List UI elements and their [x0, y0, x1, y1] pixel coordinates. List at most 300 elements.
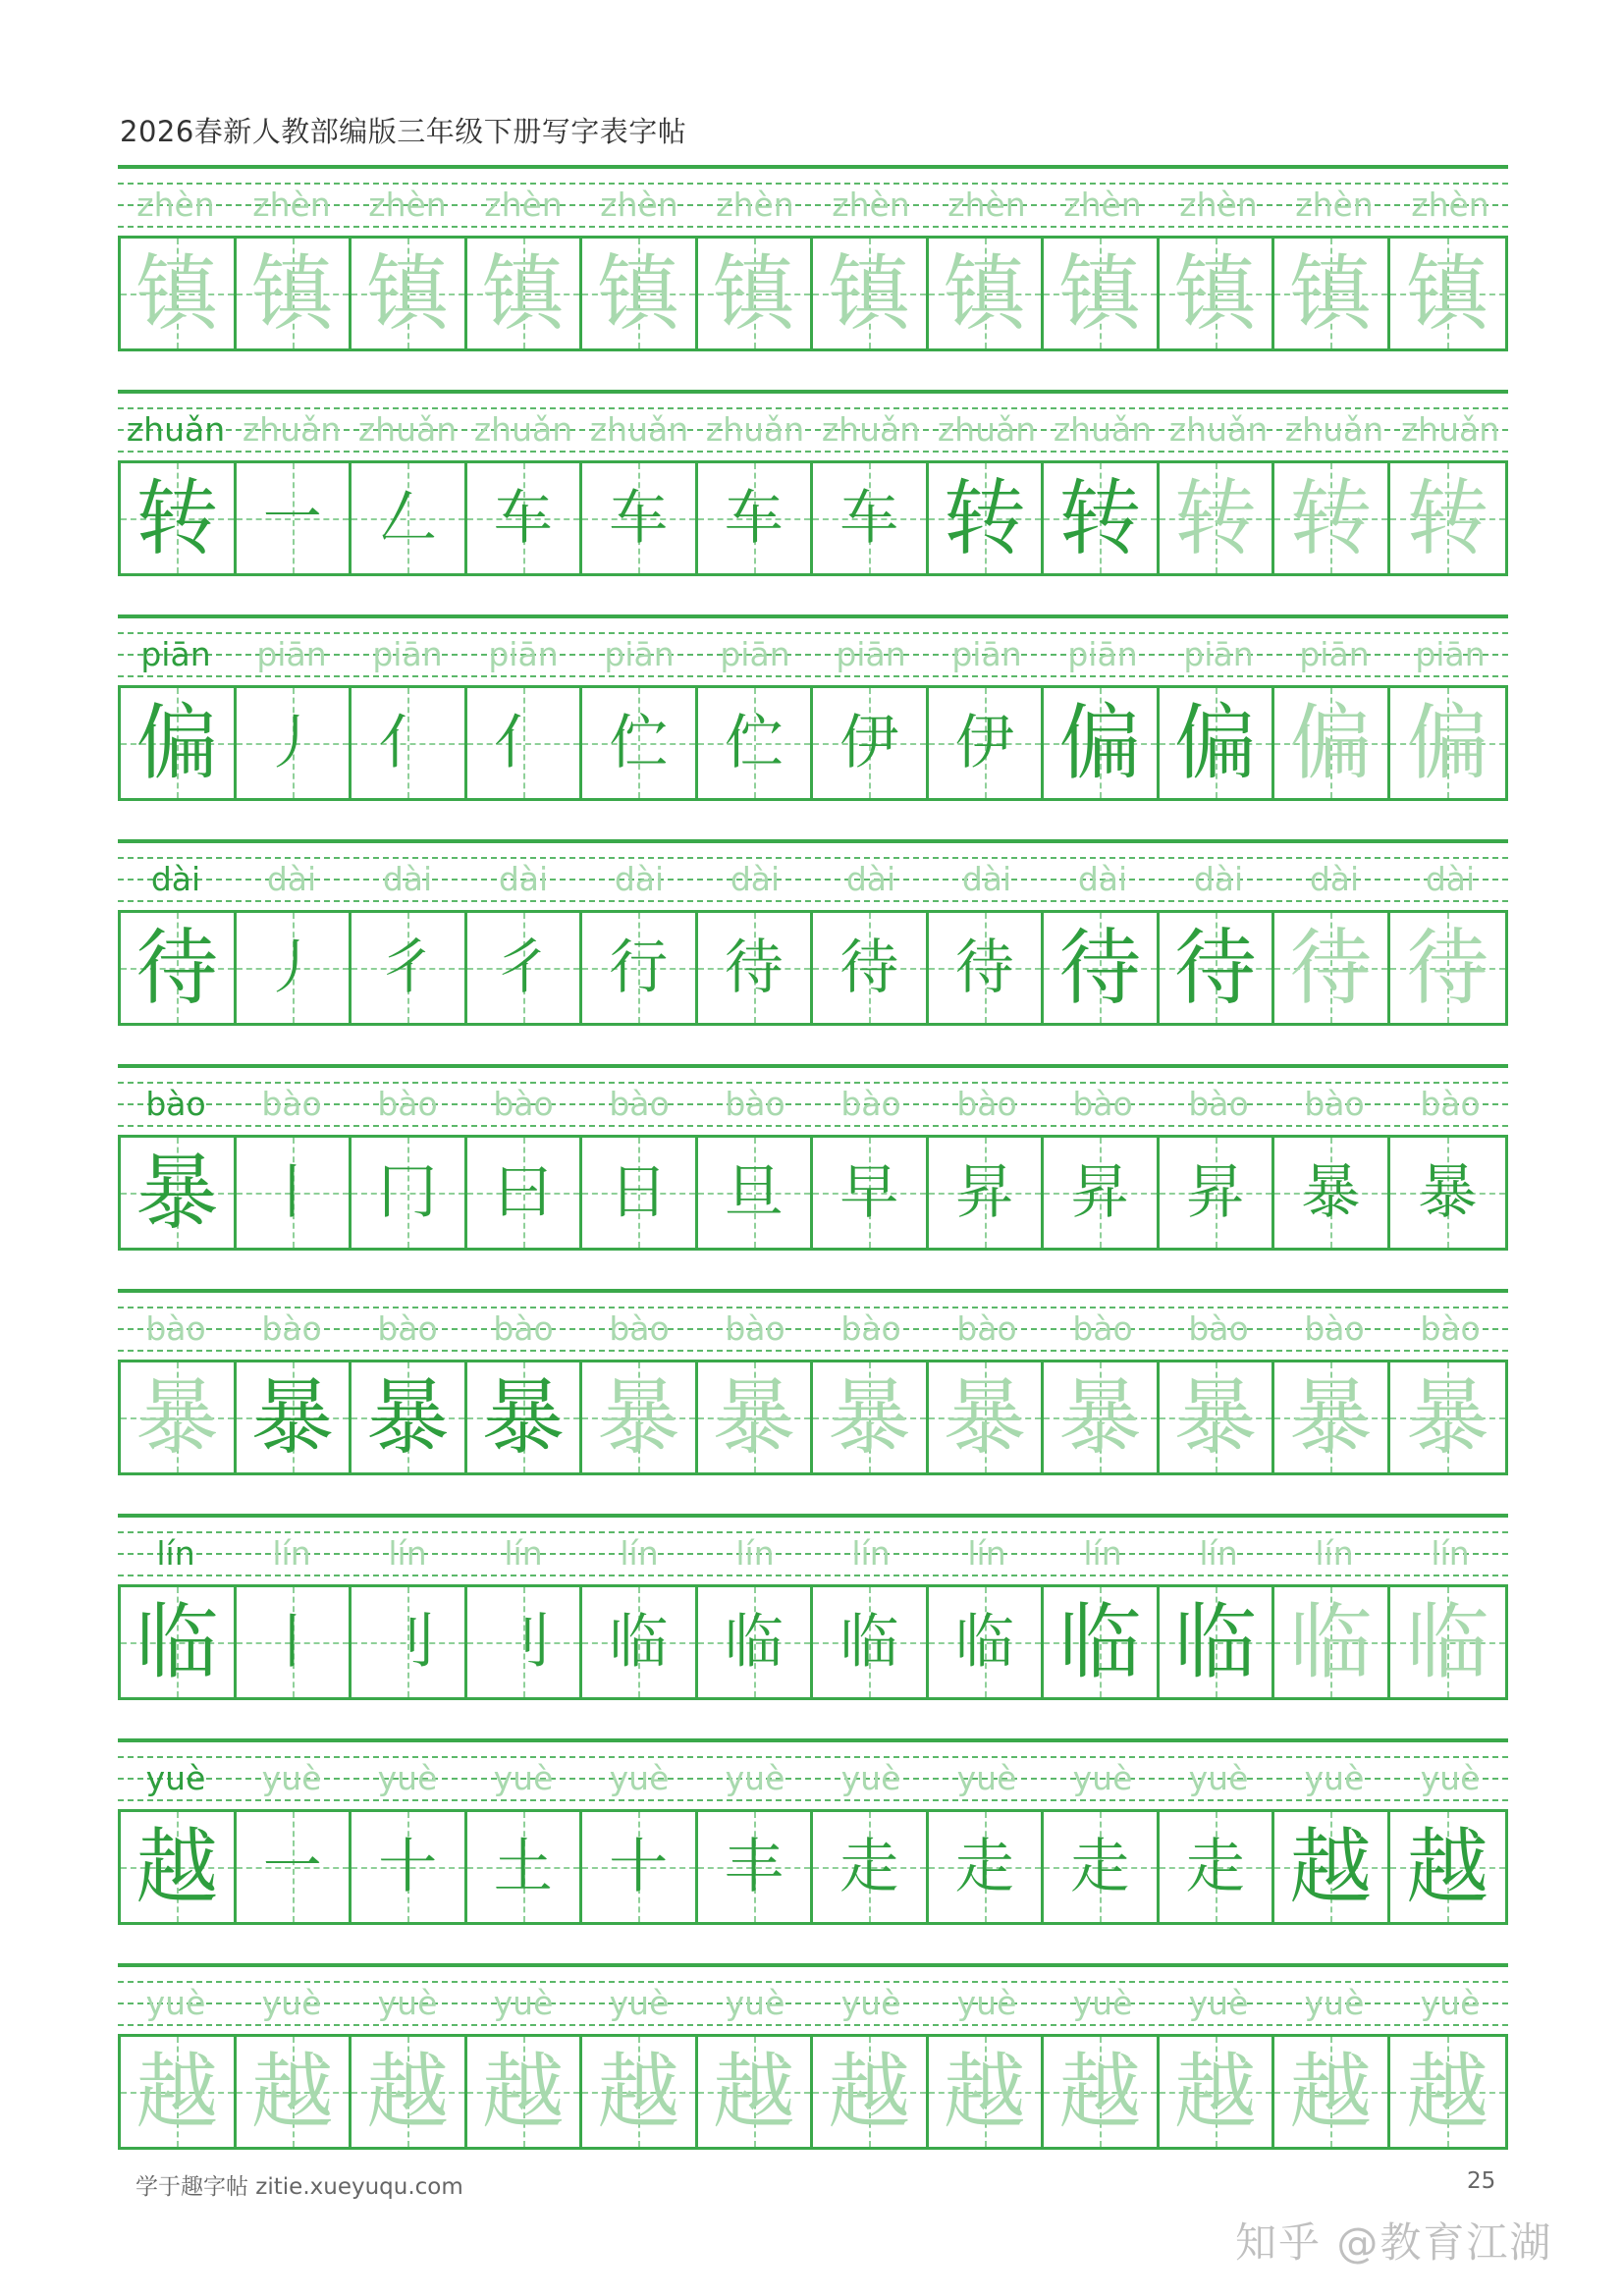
practice-character: 暴 [1406, 1369, 1489, 1466]
practice-character: 丨 [262, 1158, 322, 1227]
practice-cell [352, 239, 467, 348]
pinyin-label: piān [1299, 634, 1370, 673]
practice-cell [1274, 1138, 1390, 1248]
pinyin-label: dài [845, 859, 896, 898]
pinyin-label: lín [156, 1533, 195, 1573]
practice-character: 冂 [378, 1158, 438, 1227]
pinyin-label: yuè [725, 1983, 785, 2022]
practice-cell [698, 463, 814, 573]
pinyin-label: zhuǎn [1400, 409, 1500, 449]
character-grid [118, 2034, 1508, 2150]
practice-cell [352, 1138, 467, 1248]
pinyin-label: dài [1425, 859, 1476, 898]
pinyin-label: zhuǎn [937, 409, 1037, 449]
practice-cell [1160, 1812, 1275, 1922]
practice-character: 偏 [1406, 695, 1489, 791]
pinyin-label: zhèn [832, 185, 910, 224]
practice-cell [1390, 1812, 1505, 1922]
practice-character: 待 [1058, 920, 1142, 1016]
practice-character: 越 [1406, 2044, 1489, 2140]
practice-cell [1274, 239, 1390, 348]
pinyin-label: zhèn [1411, 185, 1489, 224]
pinyin-label: dài [614, 859, 665, 898]
character-grid [118, 1584, 1508, 1700]
practice-character: 转 [1406, 470, 1489, 566]
practice-cell [1390, 239, 1505, 348]
practice-cell [813, 1812, 929, 1922]
pinyin-label: zhuǎn [1168, 409, 1269, 449]
practice-character: 偏 [1173, 695, 1257, 791]
practice-cell [1044, 463, 1160, 573]
model-character-cell [121, 463, 237, 573]
pinyin-label: yuè [1188, 1758, 1249, 1797]
pinyin-label: piān [256, 634, 327, 673]
pinyin-label: yuè [493, 1758, 554, 1797]
practice-character: 镇 [481, 245, 565, 342]
practice-cell [352, 1812, 467, 1922]
pinyin-label: yuè [1420, 1983, 1481, 2022]
practice-character: 丿 [262, 709, 322, 777]
practice-character: 日 [609, 1158, 669, 1227]
practice-character: 临 [1406, 1594, 1489, 1690]
model-character: 镇 [135, 245, 219, 342]
character-grid [118, 1360, 1508, 1475]
page-number: 25 [1467, 2168, 1496, 2194]
practice-cell [582, 2037, 698, 2147]
practice-character: 彳 [493, 934, 553, 1002]
practice-character: 越 [597, 2044, 680, 2140]
pinyin-band [118, 839, 1508, 910]
pinyin-label: zhèn [600, 185, 678, 224]
practice-cell [698, 1587, 814, 1697]
pinyin-label: bào [377, 1084, 438, 1123]
practice-character: 镇 [828, 245, 911, 342]
practice-character: 一 [262, 1833, 322, 1901]
practice-character: 越 [366, 2044, 450, 2140]
pinyin-label: yuè [1072, 1758, 1133, 1797]
pinyin-label: yuè [609, 1983, 670, 2022]
pinyin-label: bào [1304, 1308, 1365, 1348]
practice-cell [1044, 1362, 1160, 1472]
practice-cell [467, 1587, 583, 1697]
practice-cell [1160, 913, 1275, 1023]
practice-character: 旦 [724, 1158, 784, 1227]
pinyin-label: yuè [1188, 1983, 1249, 2022]
practice-cell [1044, 688, 1160, 798]
pinyin-label: lín [851, 1533, 891, 1573]
practice-character: 越 [943, 2044, 1026, 2140]
practice-cell [582, 1812, 698, 1922]
practice-cell [698, 913, 814, 1023]
practice-character: 暴 [481, 1369, 565, 1466]
practice-character: 偏 [1289, 695, 1373, 791]
practice-cell [1390, 688, 1505, 798]
pinyin-label: yuè [145, 1758, 206, 1797]
practice-character: 昇 [1070, 1158, 1130, 1227]
practice-cell [582, 463, 698, 573]
pinyin-label: dài [266, 859, 317, 898]
practice-character: 待 [724, 934, 784, 1002]
practice-cell [813, 463, 929, 573]
practice-character: 暴 [943, 1369, 1026, 1466]
pinyin-label: yuè [145, 1983, 206, 2022]
practice-character: 伊 [839, 709, 899, 777]
pinyin-label: piān [951, 634, 1022, 673]
practice-character: 𠃋 [378, 484, 438, 553]
practice-character: 越 [1173, 2044, 1257, 2140]
pinyin-label: yuè [609, 1758, 670, 1797]
pinyin-band [118, 390, 1508, 460]
practice-character: 临 [954, 1608, 1014, 1677]
practice-character: 越 [1406, 1819, 1489, 1915]
practice-character: 走 [954, 1833, 1014, 1901]
pinyin-label: bào [956, 1084, 1017, 1123]
practice-cell [813, 2037, 929, 2147]
practice-cell [1160, 1587, 1275, 1697]
practice-cell [582, 1587, 698, 1697]
practice-cell [929, 1138, 1045, 1248]
model-character-cell [121, 913, 237, 1023]
practice-character: 暴 [597, 1369, 680, 1466]
practice-character: 刂 [378, 1608, 438, 1677]
pinyin-label: dài [1309, 859, 1360, 898]
pinyin-label: bào [609, 1084, 670, 1123]
pinyin-label: yuè [493, 1983, 554, 2022]
pinyin-label: zhuǎn [1284, 409, 1384, 449]
practice-cell [1274, 688, 1390, 798]
practice-cell [698, 688, 814, 798]
practice-cell [929, 2037, 1045, 2147]
pinyin-label: zhuǎn [242, 409, 342, 449]
practice-character: 镇 [1058, 245, 1142, 342]
pinyin-label: lín [388, 1533, 427, 1573]
practice-character: 临 [1058, 1594, 1142, 1690]
practice-cell [1044, 913, 1160, 1023]
practice-cell [1274, 1587, 1390, 1697]
practice-character: 暴 [1058, 1369, 1142, 1466]
pinyin-label: bào [725, 1308, 785, 1348]
pinyin-label: lín [735, 1533, 775, 1573]
practice-cell [1160, 2037, 1275, 2147]
model-character-cell [121, 1362, 237, 1472]
pinyin-label: dài [961, 859, 1012, 898]
practice-cell [582, 688, 698, 798]
practice-character: 转 [943, 470, 1026, 566]
practice-row [118, 1514, 1508, 1702]
pinyin-label: piān [140, 634, 211, 673]
practice-character: 车 [724, 484, 784, 553]
footer-site: 学于趣字帖 zitie.xueyuqu.com [135, 2174, 463, 2200]
practice-character: 丨 [262, 1608, 322, 1677]
pinyin-label: zhèn [484, 185, 563, 224]
practice-character: 临 [609, 1608, 669, 1677]
practice-cell [237, 1362, 352, 1472]
practice-cell [1390, 1587, 1505, 1697]
character-grid [118, 236, 1508, 351]
practice-character: 丰 [724, 1833, 784, 1901]
pinyin-label: yuè [1420, 1758, 1481, 1797]
practice-row [118, 1963, 1508, 2152]
practice-cell [1160, 1362, 1275, 1472]
practice-cell [1044, 1587, 1160, 1697]
practice-character: 镇 [1173, 245, 1257, 342]
practice-cell [582, 239, 698, 348]
practice-character: 临 [724, 1608, 784, 1677]
pinyin-label: yuè [956, 1983, 1017, 2022]
practice-cell [1390, 913, 1505, 1023]
pinyin-label: dài [1077, 859, 1128, 898]
practice-character: 暴 [1301, 1158, 1361, 1227]
practice-cell [1274, 1362, 1390, 1472]
pinyin-label: yuè [840, 1758, 901, 1797]
pinyin-label: lín [272, 1533, 311, 1573]
practice-cell [1044, 1812, 1160, 1922]
practice-character: 刂 [493, 1608, 553, 1677]
pinyin-label: zhuǎn [357, 409, 458, 449]
pinyin-label: bào [840, 1084, 901, 1123]
pinyin-label: bào [493, 1084, 554, 1123]
practice-cell [237, 1812, 352, 1922]
practice-character: 转 [1289, 470, 1373, 566]
practice-character: 越 [250, 2044, 334, 2140]
practice-character: 亻 [378, 709, 438, 777]
pinyin-label: bào [1420, 1084, 1481, 1123]
pinyin-band [118, 1963, 1508, 2034]
practice-character: 暴 [250, 1369, 334, 1466]
pinyin-label: bào [609, 1308, 670, 1348]
practice-character: 镇 [712, 245, 795, 342]
pinyin-label: bào [1072, 1308, 1133, 1348]
practice-cell [467, 2037, 583, 2147]
pinyin-label: zhèn [1179, 185, 1258, 224]
practice-character: 十 [609, 1833, 669, 1901]
pinyin-label: zhuǎn [821, 409, 921, 449]
practice-character: 暴 [1173, 1369, 1257, 1466]
practice-character: 临 [1289, 1594, 1373, 1690]
model-character: 转 [135, 470, 219, 566]
practice-character: 暴 [828, 1369, 911, 1466]
pinyin-band [118, 1514, 1508, 1584]
practice-cell [352, 1587, 467, 1697]
pinyin-label: zhuǎn [1053, 409, 1153, 449]
practice-cell [698, 1138, 814, 1248]
practice-cell [237, 1138, 352, 1248]
pinyin-label: bào [145, 1308, 206, 1348]
practice-character: 走 [839, 1833, 899, 1901]
model-character-cell [121, 1138, 237, 1248]
practice-character: 临 [839, 1608, 899, 1677]
practice-cell [237, 1587, 352, 1697]
pinyin-label: zhèn [947, 185, 1026, 224]
practice-row [118, 1064, 1508, 1253]
practice-cell [1044, 2037, 1160, 2147]
pinyin-label: zhuǎn [126, 409, 226, 449]
pinyin-label: dài [498, 859, 549, 898]
practice-cell [1160, 463, 1275, 573]
pinyin-label: bào [1188, 1308, 1249, 1348]
practice-character: 转 [1173, 470, 1257, 566]
practice-character: 伫 [609, 709, 669, 777]
pinyin-label: dài [730, 859, 781, 898]
model-character: 待 [135, 920, 219, 1016]
practice-character: 镇 [1406, 245, 1489, 342]
practice-character: 走 [1185, 1833, 1245, 1901]
practice-cell [1160, 239, 1275, 348]
practice-character: 越 [828, 2044, 911, 2140]
practice-cell [467, 1138, 583, 1248]
pinyin-label: bào [1072, 1084, 1133, 1123]
practice-cell [352, 1362, 467, 1472]
practice-cell [582, 1138, 698, 1248]
pinyin-band [118, 614, 1508, 685]
practice-cell [352, 913, 467, 1023]
practice-cell [1274, 913, 1390, 1023]
pinyin-label: bào [1304, 1084, 1365, 1123]
practice-character: 暴 [712, 1369, 795, 1466]
page-title: 2026春新人教部编版三年级下册写字表字帖 [120, 115, 687, 148]
practice-cell [813, 1138, 929, 1248]
character-grid [118, 910, 1508, 1026]
practice-character: 临 [1173, 1594, 1257, 1690]
practice-character: 镇 [597, 245, 680, 342]
practice-character: 镇 [943, 245, 1026, 342]
practice-cell [1044, 1138, 1160, 1248]
practice-cell [698, 2037, 814, 2147]
practice-cell [929, 688, 1045, 798]
pinyin-label: piān [720, 634, 790, 673]
pinyin-label: lín [1431, 1533, 1470, 1573]
practice-cell [1160, 1138, 1275, 1248]
practice-cell [1390, 2037, 1505, 2147]
pinyin-label: zhèn [1295, 185, 1374, 224]
practice-character: 越 [1058, 2044, 1142, 2140]
pinyin-band [118, 165, 1508, 236]
practice-cell [929, 239, 1045, 348]
pinyin-label: bào [1420, 1308, 1481, 1348]
practice-cell [1274, 1812, 1390, 1922]
practice-character: 待 [839, 934, 899, 1002]
practice-cell [237, 463, 352, 573]
practice-cell [1390, 463, 1505, 573]
watermark: 知乎 @教育江湖 [1235, 2218, 1553, 2267]
character-grid [118, 460, 1508, 576]
model-character: 暴 [135, 1145, 219, 1241]
pinyin-label: lín [967, 1533, 1006, 1573]
pinyin-label: yuè [956, 1758, 1017, 1797]
practice-character: 彳 [378, 934, 438, 1002]
practice-character: 越 [1289, 2044, 1373, 2140]
practice-cell [237, 239, 352, 348]
practice-cell [813, 688, 929, 798]
pinyin-label: lín [620, 1533, 659, 1573]
practice-character: 镇 [1289, 245, 1373, 342]
pinyin-label: piān [1067, 634, 1138, 673]
pinyin-label: piān [488, 634, 559, 673]
model-character: 临 [135, 1594, 219, 1690]
pinyin-label: bào [261, 1084, 322, 1123]
practice-cell [813, 1362, 929, 1472]
practice-character: 越 [712, 2044, 795, 2140]
practice-character: 镇 [366, 245, 450, 342]
model-character-cell [121, 239, 237, 348]
practice-row [118, 1289, 1508, 1477]
practice-character: 十 [378, 1833, 438, 1901]
model-character: 暴 [135, 1369, 219, 1466]
pinyin-label: bào [377, 1308, 438, 1348]
practice-character: 转 [1058, 470, 1142, 566]
pinyin-label: zhuǎn [589, 409, 689, 449]
practice-cell [929, 463, 1045, 573]
practice-cell [929, 1362, 1045, 1472]
practice-cell [1274, 463, 1390, 573]
pinyin-label: yuè [1304, 1983, 1365, 2022]
pinyin-band [118, 1064, 1508, 1135]
model-character: 越 [135, 2044, 219, 2140]
character-grid [118, 1135, 1508, 1251]
pinyin-label: zhèn [716, 185, 794, 224]
model-character-cell [121, 1587, 237, 1697]
pinyin-label: dài [382, 859, 433, 898]
practice-cell [582, 1362, 698, 1472]
pinyin-label: lín [1315, 1533, 1354, 1573]
pinyin-label: piān [836, 634, 906, 673]
pinyin-label: bào [840, 1308, 901, 1348]
pinyin-label: yuè [261, 1983, 322, 2022]
practice-cell [1160, 688, 1275, 798]
practice-character: 丿 [262, 934, 322, 1002]
pinyin-label: zhèn [252, 185, 331, 224]
model-character: 偏 [135, 695, 219, 791]
pinyin-label: piān [1183, 634, 1254, 673]
practice-character: 伫 [724, 709, 784, 777]
model-character-cell [121, 2037, 237, 2147]
pinyin-label: piān [604, 634, 675, 673]
practice-character: 待 [1289, 920, 1373, 1016]
practice-row [118, 1738, 1508, 1927]
practice-cell [1390, 1362, 1505, 1472]
model-character-cell [121, 688, 237, 798]
pinyin-label: yuè [377, 1758, 438, 1797]
practice-character: 偏 [1058, 695, 1142, 791]
practice-row [118, 839, 1508, 1028]
pinyin-label: piān [1415, 634, 1486, 673]
practice-cell [698, 1362, 814, 1472]
pinyin-label: lín [504, 1533, 543, 1573]
practice-character: 昇 [1185, 1158, 1245, 1227]
practice-cell [813, 1587, 929, 1697]
practice-cell [467, 1812, 583, 1922]
practice-character: 早 [839, 1158, 899, 1227]
practice-character: 暴 [1418, 1158, 1478, 1227]
practice-character: 车 [839, 484, 899, 553]
practice-row [118, 390, 1508, 578]
practice-character: 车 [493, 484, 553, 553]
practice-cell [352, 463, 467, 573]
practice-character: 曰 [493, 1158, 553, 1227]
practice-character: 待 [954, 934, 1014, 1002]
practice-cell [582, 913, 698, 1023]
pinyin-label: yuè [725, 1758, 785, 1797]
practice-cell [698, 1812, 814, 1922]
practice-character: 伊 [954, 709, 1014, 777]
practice-character: 越 [481, 2044, 565, 2140]
practice-cell [467, 688, 583, 798]
practice-cell [237, 688, 352, 798]
pinyin-label: lín [1083, 1533, 1122, 1573]
pinyin-label: zhèn [136, 185, 215, 224]
pinyin-label: bào [956, 1308, 1017, 1348]
practice-cell [237, 2037, 352, 2147]
